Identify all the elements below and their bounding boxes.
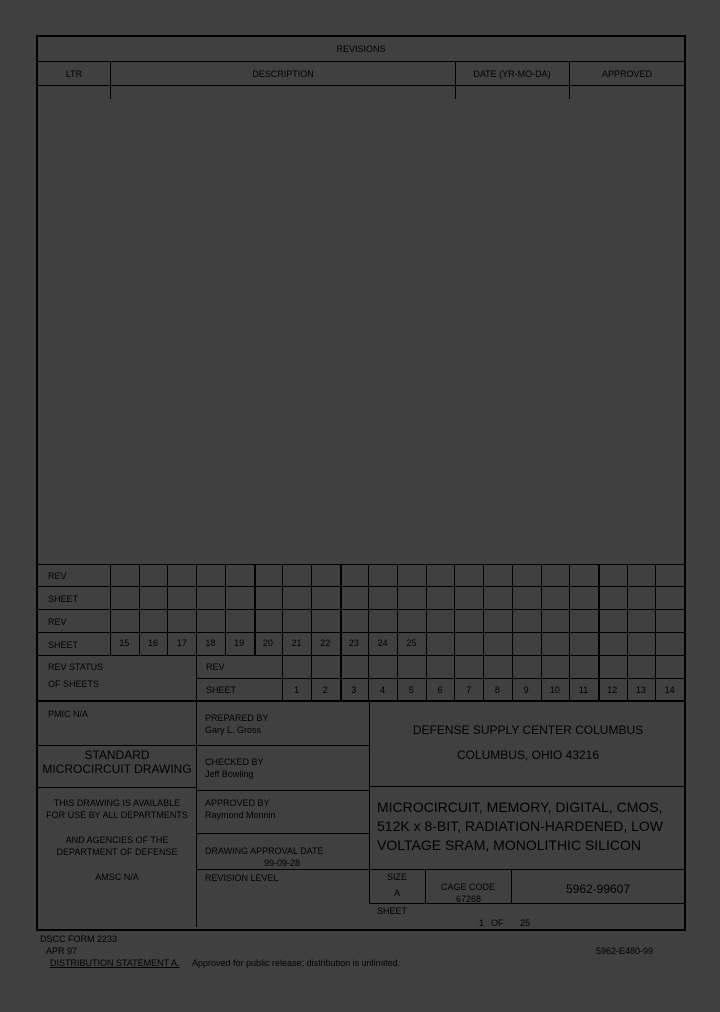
sheet-label: SHEET [377,906,408,916]
sheet-number: 5 [408,685,414,695]
grid-cell: 18 [205,638,216,648]
grid-row-label: SHEET [48,640,79,650]
grid-cell: 21 [291,638,302,648]
form-number: DSCC FORM 2233 [40,934,118,944]
of-sheets-label: OF SHEETS [48,679,100,689]
rev-status-label: REV STATUS [48,662,104,672]
agency-name: DEFENSE SUPPLY CENTER COLUMBUS [412,723,644,737]
grid-row-label: REV [48,617,67,627]
approved-by-label: APPROVED BY [205,798,270,808]
grid-cell: 20 [262,638,273,648]
sheet-number: 6 [437,685,443,695]
grid-cell: 15 [119,638,130,648]
col-ltr: LTR [65,69,83,79]
standard-subtitle: MICROCIRCUIT DRAWING [42,762,192,776]
revision-level-label: REVISION LEVEL [205,873,279,883]
document-number: 5962-E480-99 [596,946,654,956]
sheet-number: 10 [549,685,560,695]
drawing-title: MICROCIRCUIT, MEMORY, DIGITAL, CMOS, [377,799,663,815]
size-value: A [393,888,401,898]
grid-cell: 17 [176,638,187,648]
revisions-header: REVISIONS [336,44,386,54]
form-date: APR 97 [46,946,78,956]
drawing-title: VOLTAGE SRAM, MONOLITHIC SILICON [377,837,641,853]
cage-code-value: 67268 [456,894,482,904]
pmic-label: PMIC N/A [48,709,89,719]
grid-cell: 25 [406,638,417,648]
prepared-by-label: PREPARED BY [205,713,269,723]
sheet-number: 14 [664,685,675,695]
grid-row-label: SHEET [48,594,79,604]
grid-cell: 22 [320,638,331,648]
availability-line: FOR USE BY ALL DEPARTMENTS [46,810,188,820]
approval-date-value: 99-09-28 [264,858,301,868]
availability-line: AND AGENCIES OF THE [65,835,169,845]
grid-cell: 16 [148,638,159,648]
grid-cell: 19 [234,638,245,648]
sheet-number: 4 [380,685,386,695]
availability-line: DEPARTMENT OF DEFENSE [56,847,178,857]
sheet-number: 2 [322,685,328,695]
grid-cell: 24 [377,638,388,648]
sheet-label: SHEET [206,685,237,695]
cage-code-label: CAGE CODE [440,882,496,892]
col-approved: APPROVED [601,69,653,79]
approved-by-name: Raymond Monnin [205,810,276,820]
sheet-number: 7 [466,685,472,695]
rev-label: REV [206,662,225,672]
drawing-title: 512K x 8-BIT, RADIATION-HARDENED, LOW [377,818,664,834]
sheet-number: 13 [635,685,646,695]
amsc-label: AMSC N/A [95,872,139,882]
sheet-of: OF [491,918,504,928]
sheet-current: 1 [479,918,485,928]
size-label: SIZE [386,872,408,882]
sheet-number: 12 [607,685,618,695]
distribution-label: DISTRIBUTION STATEMENT A. [50,958,180,968]
checked-by-label: CHECKED BY [205,757,264,767]
distribution-text: Approved for public release; distribution is unlimited. [192,958,401,968]
availability-line: THIS DRAWING IS AVAILABLE [53,798,181,808]
sheet-number: 1 [294,685,300,695]
sheet-number: 9 [523,685,529,695]
col-date: DATE (YR-MO-DA) [473,69,551,79]
col-description: DESCRIPTION [252,69,314,79]
sheet-number: 11 [578,685,589,695]
sheet-total: 25 [520,918,531,928]
prepared-by-name: Gary L. Gross [205,725,262,735]
standard-title: STANDARD [84,748,150,762]
drawing-number: 5962-99607 [565,882,631,896]
agency-address: COLUMBUS, OHIO 43216 [456,748,600,762]
sheet-number: 3 [351,685,357,695]
revisions-body [38,86,684,563]
grid-row-label: REV [48,571,67,581]
sheet-number: 8 [494,685,500,695]
approval-date-label: DRAWING APPROVAL DATE [205,846,324,856]
grid-cell: 23 [348,638,359,648]
checked-by-name: Jeff Bowling [205,769,254,779]
